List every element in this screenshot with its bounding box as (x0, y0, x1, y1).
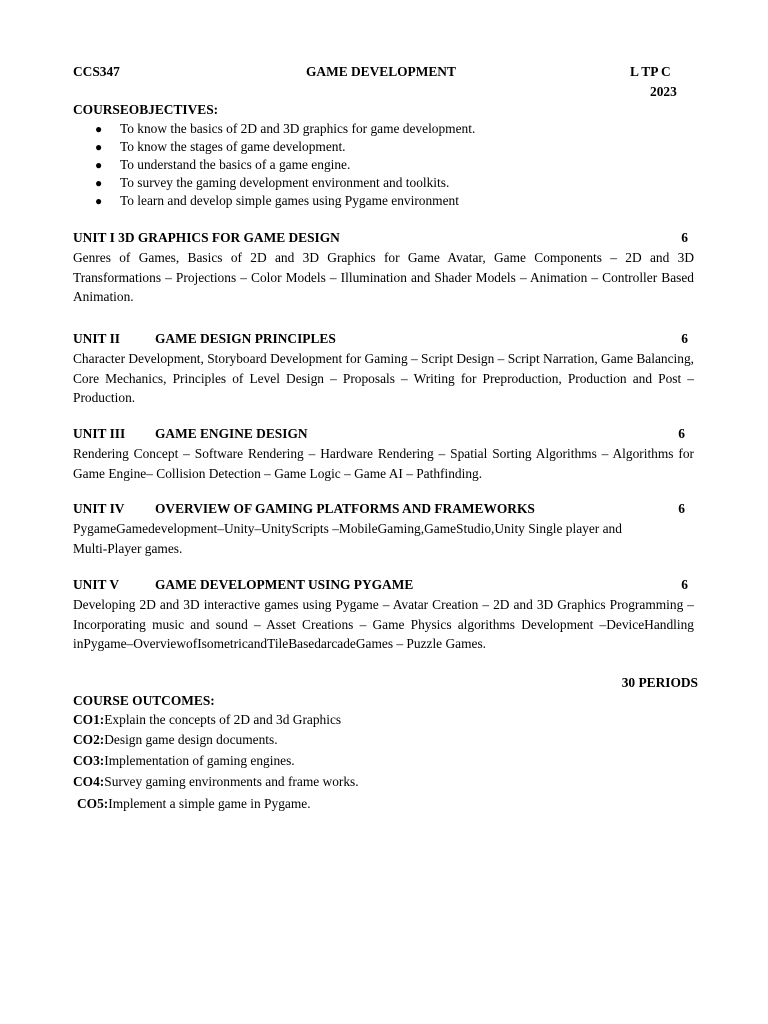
outcome-item (73, 710, 341, 730)
course-title: GAME DEVELOPMENT (306, 64, 456, 79)
unit-content: Genres of Games, Basics of 2D and 3D Graphics for Game Avatar, Game Components – 2D and 3D Transformations – Projections – Color Models – Illumination and Shader Models – Animation – Controller Based Animation. (73, 250, 694, 304)
outcome-text: Implement a simple game in Pygame. (108, 796, 311, 811)
bullet-icon: ● (95, 158, 103, 172)
unit-number: UNIT IV (73, 501, 125, 516)
unit-5 (73, 575, 694, 654)
unit-number: UNIT V (73, 577, 120, 592)
outcomes-heading: COURSE OUTCOMES: (73, 693, 215, 708)
unit-3 (73, 424, 694, 483)
outcome-label: CO5: (77, 796, 109, 811)
objectives-list (73, 120, 713, 210)
unit-heading (73, 575, 694, 595)
objectives-heading: COURSEOBJECTIVES: (73, 102, 219, 117)
unit-heading (73, 424, 694, 444)
ltpc-label: L TP C (630, 64, 671, 79)
unit-name: GAME ENGINE DESIGN (155, 426, 308, 441)
objective-item (73, 156, 713, 174)
unit-name: OVERVIEW OF GAMING PLATFORMS AND FRAMEWORKS (155, 501, 535, 516)
unit-number: UNIT II (73, 331, 121, 346)
bullet-icon: ● (95, 176, 103, 190)
outcome-text: Design game design documents. (104, 732, 278, 747)
outcome-item (73, 730, 278, 750)
unit-heading (73, 329, 694, 349)
bullet-icon: ● (95, 122, 103, 136)
objective-item (73, 138, 713, 156)
unit-hours: 6 (681, 230, 688, 245)
unit-content: Rendering Concept – Software Rendering – Hardware Rendering – Spatial Sorting Algorithms – Algorithms for Game Engine– Collision Detection – Game Logic – Game AI – Pathfinding. (73, 446, 694, 481)
outcome-item (73, 772, 359, 792)
objective-text: To know the basics of 2D and 3D graphics for game development. (120, 121, 476, 136)
objective-item (73, 192, 713, 210)
unit-heading (73, 228, 694, 248)
unit-hours: 6 (678, 501, 685, 516)
unit-name: GAME DEVELOPMENT USING PYGAME (155, 577, 414, 592)
outcome-label: CO4: (73, 774, 105, 789)
unit-4 (73, 499, 694, 558)
unit-hours: 6 (681, 577, 688, 592)
unit-1 (73, 228, 694, 307)
bullet-icon: ● (95, 140, 103, 154)
unit-content: Developing 2D and 3D interactive games using Pygame – Avatar Creation – 2D and 3D Graphics Programming – Incorporating music and sound – Asset Creations – Game Physics algorithms Development –DeviceHandling inPygame–OverviewofIsometricandTileBasedarcadeGames – Puzzle Games. (73, 597, 694, 651)
unit-number: UNIT III (73, 426, 126, 441)
objective-item (73, 120, 713, 138)
unit-hours: 6 (678, 426, 685, 441)
total-periods: 30 PERIODS (621, 675, 698, 690)
outcome-label: CO3: (73, 753, 105, 768)
outcome-label: CO1: (73, 712, 105, 727)
unit-content: PygameGamedevelopment–Unity–UnityScripts –MobileGaming,GameStudio,Unity Single player and Multi-Player games. (73, 521, 622, 556)
objective-item (73, 174, 713, 192)
bullet-icon: ● (95, 194, 103, 208)
outcome-label: CO2: (73, 732, 105, 747)
course-code: CCS347 (73, 64, 120, 79)
unit-hours: 6 (681, 331, 688, 346)
ltpc-values: 2023 (650, 84, 677, 99)
unit-heading (73, 499, 694, 519)
objective-text: To understand the basics of a game engine. (120, 157, 351, 172)
objective-text: To know the stages of game development. (120, 139, 346, 154)
outcome-text: Survey gaming environments and frame works. (104, 774, 359, 789)
unit-2 (73, 329, 694, 408)
objective-text: To survey the gaming development environment and toolkits. (120, 175, 450, 190)
unit-content: Character Development, Storyboard Development for Gaming – Script Design – Script Narration, Game Balancing, Core Mechanics, Principles of Level Design – Proposals – Writing for Preproduction, Production and Post – Production. (73, 351, 695, 405)
outcome-text: Implementation of gaming engines. (104, 753, 295, 768)
unit-name: GAME DESIGN PRINCIPLES (155, 331, 336, 346)
unit-title: UNIT I 3D GRAPHICS FOR GAME DESIGN (73, 230, 340, 245)
outcome-item (77, 794, 311, 814)
objective-text: To learn and develop simple games using Pygame environment (120, 193, 459, 208)
outcome-item (73, 751, 295, 771)
outcome-text: Explain the concepts of 2D and 3d Graphics (104, 712, 342, 727)
